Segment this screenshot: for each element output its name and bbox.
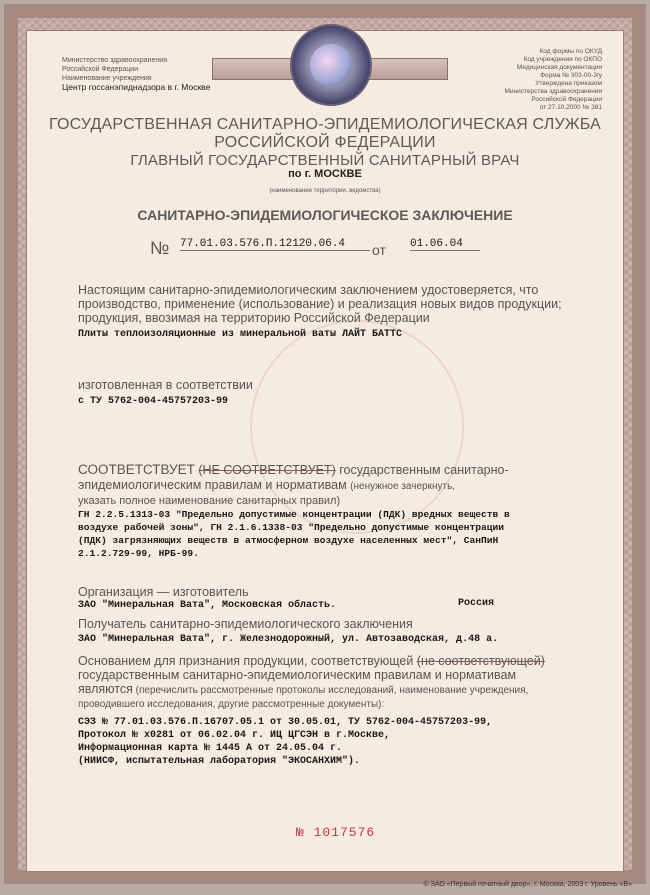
form-code-line: от 27.10.2000 № 381 xyxy=(539,104,602,111)
norm-line: 2.1.2.729-99, НРБ-99. xyxy=(78,548,199,559)
norm-line: ГН 2.2.5.1313-03 "Предельно допустимые концентрации (ПДК) вредных веществ в xyxy=(78,509,510,520)
ministry-block xyxy=(62,56,210,92)
intro-line: Настоящим санитарно-эпидемиологическим заключением удостоверяется, что xyxy=(78,283,539,297)
recipient-label: Получатель санитарно-эпидемиологического заключения xyxy=(78,617,413,631)
conformity-rest: государственным санитарно- xyxy=(335,463,509,477)
number-label: № xyxy=(150,238,170,258)
ribbon-right xyxy=(366,58,448,80)
intro-line: продукция, ввозимая на территорию Российской Федерации xyxy=(78,311,430,325)
document-title: САНИТАРНО-ЭПИДЕМИОЛОГИЧЕСКОЕ ЗАКЛЮЧЕНИЕ xyxy=(137,207,513,223)
norm-line: (ПДК) загрязняющих веществ в атмосферном воздухе населенных мест", СанПиН xyxy=(78,535,499,546)
service-title: ГОСУДАРСТВЕННАЯ САНИТАРНО-ЭПИДЕМИОЛОГИЧЕСКАЯ СЛУЖБА xyxy=(48,116,602,133)
form-code-line: Код учреждения по ОКПО xyxy=(523,56,602,63)
form-code-line: Министерства здравоохранения xyxy=(504,88,602,95)
product-name: Плиты теплоизоляционные из минеральной ваты ЛАЙТ БАТТС xyxy=(78,329,403,340)
ministry-country: Российской Федерации xyxy=(62,66,139,73)
ministry-name: Министерство здравоохранения xyxy=(62,57,167,64)
basis-struck: (не соответствующей) xyxy=(416,654,545,668)
conformity-block xyxy=(78,462,618,509)
ribbon-left xyxy=(212,58,294,80)
basis-line1: Основанием для признания продукции, соответствующей xyxy=(78,654,417,668)
norms-list xyxy=(78,508,618,560)
basis-document-line: СЭЗ № 77.01.03.576.П.16707.05.1 от 30.05.01, ТУ 5762-004-45757203-99, xyxy=(78,717,493,728)
basis-note: (перечислить рассмотренные протоколы исследований, наименование учреждения, xyxy=(132,685,529,696)
hologram-seal-icon xyxy=(290,24,372,106)
norm-line: воздухе рабочей зоны", ГН 2.1.6.1338-03 "Предельно допустимые концентрации xyxy=(78,522,505,533)
form-codes-block xyxy=(505,48,603,112)
basis-document-line: Протокол № х0281 от 06.02.04 г. ИЦ ЦГСЭН в г.Москве, xyxy=(78,730,391,741)
certificate-date: 01.06.04 xyxy=(410,238,480,251)
territory-caption: (наименование территории, ведомства) xyxy=(269,188,381,194)
intro-text xyxy=(78,283,598,325)
chief-doctor-title: ГЛАВНЫЙ ГОСУДАРСТВЕННЫЙ САНИТАРНЫЙ ВРАЧ xyxy=(130,152,520,169)
basis-documents xyxy=(78,716,618,768)
conformity-note: (ненужное зачеркнуть, xyxy=(350,481,456,492)
manufacturer-label: Организация — изготовитель xyxy=(78,585,249,599)
form-code-line: Код формы по ОКУД xyxy=(539,48,602,55)
intro-line: производство, применение (использование) и реализация новых видов продукции; xyxy=(78,297,562,311)
basis-line4: проводившего исследования, другие рассмотренные документы): xyxy=(78,699,385,710)
certificate-number: 77.01.03.576.П.12120.06.4 xyxy=(180,238,370,251)
printer-footer: © ЗАО «Первый печатный двор», г. Москва, 2003 г. Уровень «В» xyxy=(423,881,632,888)
institution-label: Наименование учреждения xyxy=(62,75,152,82)
form-code-line: Утверждена приказом xyxy=(535,80,602,87)
basis-line2: государственным санитарно-эпидемиологическим правилам и нормативам xyxy=(78,668,517,682)
form-code-line: Российской Федерации xyxy=(531,96,602,103)
conformity-struck: (НЕ СООТВЕТСТВУЕТ) xyxy=(198,463,336,477)
institution-name: Центр госсанэпиднадзора в г. Москве xyxy=(62,82,211,92)
form-code-line: Форма № 303-00-3/у xyxy=(540,72,602,79)
basis-line3: являются xyxy=(78,682,133,696)
basis-block xyxy=(78,654,618,712)
serial-number: № 1017576 xyxy=(296,825,376,840)
made-spec: с ТУ 5762-004-45757203-99 xyxy=(78,396,229,407)
conformity-line3: указать полное наименование санитарных правил) xyxy=(78,495,341,507)
basis-document-line: (НИИСФ, испытательная лаборатория "ЭКОСАНХИМ"). xyxy=(78,756,361,767)
conformity-word: СООТВЕТСТВУЕТ xyxy=(78,462,195,477)
territory: по г. МОСКВЕ xyxy=(288,168,362,180)
basis-document-line: Информационная карта № 1445 А от 24.05.04 г. xyxy=(78,743,343,754)
country-title: РОССИЙСКОЙ ФЕДЕРАЦИИ xyxy=(214,134,436,151)
conformity-line2: эпидемиологическим правилам и нормативам xyxy=(78,478,347,492)
recipient-value: ЗАО "Минеральная Вата", г. Железнодорожный, ул. Автозаводская, д.48 а. xyxy=(78,634,499,645)
date-label: от xyxy=(372,242,386,258)
manufacturer-country: Россия xyxy=(458,598,495,609)
made-label: изготовленная в соответствии xyxy=(78,378,253,392)
manufacturer-name: ЗАО "Минеральная Вата", Московская область. xyxy=(78,600,337,611)
form-code-line: Медицинская документация xyxy=(516,64,602,71)
